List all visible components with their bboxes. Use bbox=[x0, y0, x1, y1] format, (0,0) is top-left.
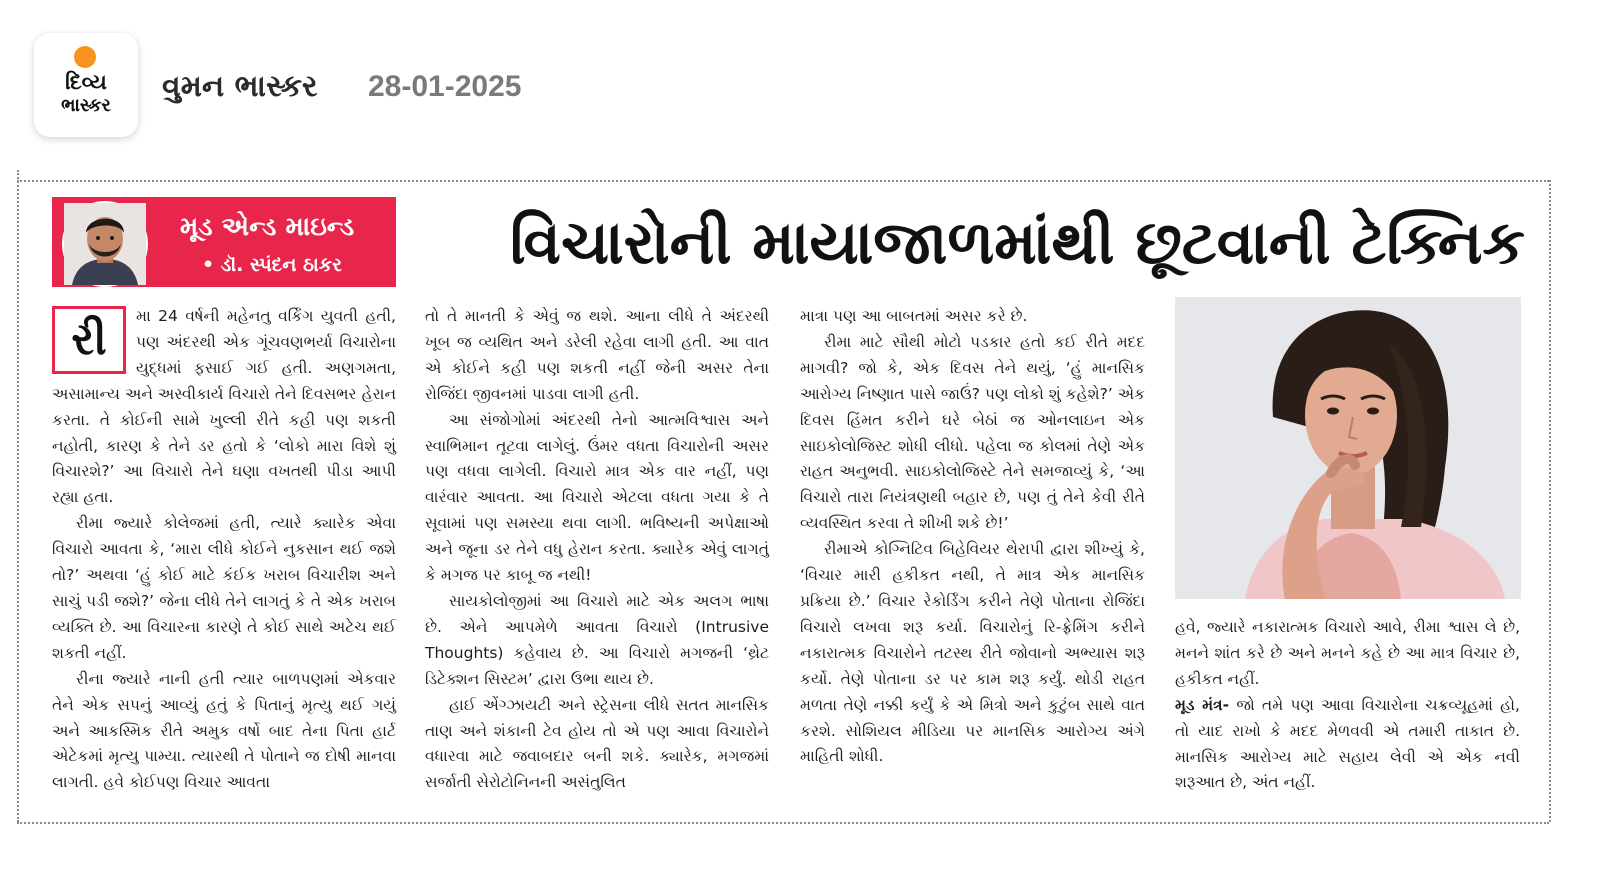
article-paragraph: મા 24 વર્ષની મહેનતુ વર્કિંગ યુવતી હતી, પણ અંદરથી એક ગૂંચવણભર્યા વિચારોના યુદ્ધમાં ફસાઈ ગઈ હતી. અણગમતા, અસામાન્ય અને અસ્વીકાર્ય વિચારો તેને દિવસભર હેરાન કરતા. તે કોઈની સામે ખુલ્લી રીતે કહી પણ શકતી નહોતી, કારણ કે તેને ડર હતો કે ‘લોકો મારા વિશે શું વિચારશે?’ આ વિચારો તેને ઘણા વખતથી પીડા આપી રહ્યા હતા. bbox=[52, 307, 396, 507]
sun-icon bbox=[74, 46, 96, 68]
article-column-4 bbox=[1175, 615, 1520, 795]
clipping-border-bottom bbox=[17, 822, 1549, 824]
article-paragraph: રીમાએ કોગ્નિટિવ બિહેવિયર થેરાપી દ્વારા શીખ્યું કે, ‘વિચાર મારી હકીકત નથી, તે માત્ર એક માનસિક પ્રક્રિયા છે.’ વિચાર રેકોર્ડિંગ કરીને તેણે પોતાના રોજિંદા વિચારો લખવા શરૂ કર્યા. વિચારોનું રિ-ફ્રેમિંગ કરીને નકારાત્મક વિચારોને તટસ્થ રીતે જોવાનો અભ્યાસ શરૂ કર્યો. તેણે પોતાના ડર પર કામ શરૂ કર્યું. થોડી રાહત મળતા તેણે નક્કી કર્યું કે એ મિત્રો અને કુટુંબ સાથે વાત કરશે. સોશિયલ મીડિયા પર માનસિક આરોગ્ય અંગે માહિતી શોધી. bbox=[800, 540, 1145, 766]
article-paragraph: રીમા માટે સૌથી મોટો પડકાર હતો કઈ રીતે મદદ માગવી? જો કે, એક દિવસ તેને થયું, ‘હું માનસિક આરોગ્ય નિષ્ણાત પાસે જાઉં? પણ લોકો શું કહેશે?’ એક દિવસ હિંમત કરીને ઘરે બેઠાં જ ઓનલાઇન એક સાઇકોલોજિસ્ટ શોધી લીધો. પહેલા જ કોલમાં તેણે એક રાહત અનુભવી. સાઇકોલોજિસ્ટે તેને સમજાવ્યું કે, ‘આ વિચારો તારા નિયંત્રણથી બહાર છે, પણ તું તેને કેવી રીતે વ્યવસ્થિત કરવા તે શીખી શકે છે!’ bbox=[800, 332, 1145, 533]
article-column-3 bbox=[800, 304, 1145, 796]
column-banner bbox=[52, 197, 396, 287]
clipping-border-right bbox=[1549, 180, 1551, 822]
column-author: • ડૉ. સ્પંદન ઠાકર bbox=[202, 254, 343, 276]
article-paragraph: માત્રા પણ આ બાબતમાં અસર કરે છે. bbox=[800, 307, 1028, 325]
supplement-title: વુમન ભાસ્કર bbox=[162, 69, 318, 104]
article-paragraph: હવે, જ્યારે નકારાત્મક વિચારો આવે, રીમા શ્વાસ લે છે, મનને શાંત કરે છે અને મનને કહે છે આ માત્ર વિચાર છે, હકીકત નહીં. bbox=[1175, 618, 1520, 688]
column-name: મૂડ એન્ડ માઇન્ડ bbox=[180, 212, 355, 242]
clipping-border-top bbox=[17, 180, 1549, 182]
mood-mantra-text: જો તમે પણ આવા વિચારોના ચક્રવ્યૂહમાં હો, તો યાદ રાખો કે મદદ મેળવવી એ તમારી તાકાત છે. માનસિક આરોગ્ય માટે સહાય લેવી એ એક નવી શરૂઆત છે, અંત નહીં. bbox=[1175, 695, 1520, 792]
edition-date: 28-01-2025 bbox=[368, 70, 522, 103]
logo-line-1: દિવ્ય bbox=[65, 70, 107, 94]
article-paragraph: રીના જ્યારે નાની હતી ત્યાર બાળપણમાં એકવાર તેને એક સપનું આવ્યું હતું કે પિતાનું મૃત્યુ થઈ ગયું અને આકસ્મિક રીતે અમુક વર્ષો બાદ તેના પિતા હાર્ટ એટેકમાં મૃત્યુ પામ્યા. ત્યારથી તે પોતાને જ દોષી માનવા લાગતી. હવે કોઈપણ વિચાર આવતા bbox=[52, 669, 396, 792]
mood-mantra-label: મૂડ મંત્ર- bbox=[1175, 695, 1230, 714]
divya-bhaskar-logo bbox=[34, 33, 138, 137]
clipping-border-left bbox=[17, 170, 19, 822]
article-paragraph: સાયકોલોજીમાં આ વિચારો માટે એક અલગ ભાષા છે. એને આપમેળે આવતા વિચારો (Intrusive Thoughts) કહેવાય છે. આ વિચારો મગજની ‘થ્રેટ ડિટેક્શન સિસ્ટમ’ દ્વારા ઉભા થાય છે. bbox=[425, 591, 769, 688]
author-avatar bbox=[62, 201, 148, 287]
drop-cap: રી bbox=[52, 306, 126, 374]
article-paragraph: હાઈ એંગ્ઝાયટી અને સ્ટ્રેસના લીધે સતત માનસિક તાણ અને શંકાની ટેવ હોય તો એ પણ આવા વિચારોને વધારવા માટે જવાબદાર બની શકે. ક્યારેક, મગજમાં સર્જાતી સેરોટોનિનની અસંતુલિત bbox=[425, 695, 769, 792]
mood-mantra bbox=[1175, 693, 1520, 797]
article-photo bbox=[1175, 297, 1521, 599]
article-paragraph: રીમા જ્યારે કોલેજમાં હતી, ત્યારે ક્યારેક એવા વિચારો આવતા કે, ‘મારા લીધે કોઈને નુકસાન થઈ જશે તો?’ અથવા ‘હું કોઈ માટે કંઈક ખરાબ વિચારીશ અને સાચું પડી જશે?’ જેના લીધે તેને લાગતું કે તે એક ખરાબ વ્યક્તિ છે. આ વિચારના કારણે તે કોઈ સાથે અટેચ થઈ શકતી નહીં. bbox=[52, 514, 396, 662]
article-column-1 bbox=[52, 304, 396, 796]
article-paragraph: તો તે માનતી કે એવું જ થશે. આના લીધે તે અંદરથી ખૂબ જ વ્યથિત અને ડરેલી રહેવા લાગી હતી. આ વાત એ કોઈને કહી પણ શકતી નહીં જેની અસર તેના રોજિંદા જીવનમાં પાડવા લાગી હતી. bbox=[425, 307, 769, 403]
article-headline: વિચારોની માયાજાળમાંથી છૂટવાની ટેક્નિક bbox=[510, 208, 1525, 278]
logo-line-2: ભાસ્કર bbox=[61, 95, 111, 116]
article-column-2 bbox=[425, 304, 769, 792]
article-paragraph: આ સંજોગોમાં અંદરથી તેનો આત્મવિશ્વાસ અને સ્વાભિમાન તૂટવા લાગેલું. ઉંમર વધતા વિચારોની અસર પણ વધવા લાગેલી. વિચારો માત્ર એક વાર નહીં, પણ વારંવાર આવતા. આ વિચારો એટલા વધતા ગયા કે તે સૂવામાં પણ સમસ્યા થવા લાગી. ભવિષ્યની અપેક્ષાઓ અને જૂના ડર તેને વધુ હેરાન કરતા. ક્યારેક એવું લાગતું કે મગજ પર કાબૂ જ નથી! bbox=[425, 410, 769, 585]
